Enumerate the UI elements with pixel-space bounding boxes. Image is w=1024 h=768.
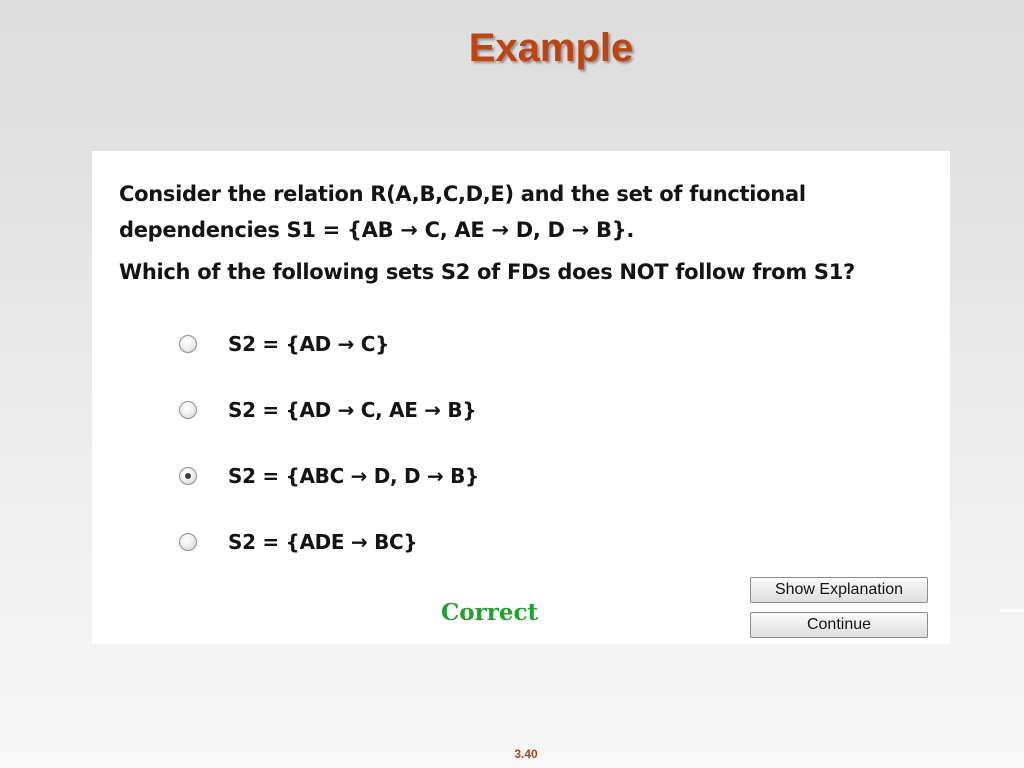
radio-button-selected-icon[interactable] bbox=[179, 467, 197, 485]
answer-option-label: S2 = {ABC → D, D → B} bbox=[228, 464, 479, 488]
slide-title: Example bbox=[468, 26, 634, 70]
answer-option-2[interactable] bbox=[179, 395, 476, 425]
question-prompt: Which of the following sets S2 of FDs does NOT follow from S1? bbox=[119, 260, 855, 284]
page-number: 3.40 bbox=[514, 747, 538, 761]
quiz-panel bbox=[92, 151, 950, 644]
radio-button-icon[interactable] bbox=[179, 401, 197, 419]
show-explanation-button[interactable]: Show Explanation bbox=[750, 577, 928, 603]
radio-button-icon[interactable] bbox=[179, 335, 197, 353]
continue-button[interactable]: Continue bbox=[750, 612, 928, 638]
answer-option-3[interactable] bbox=[179, 461, 479, 491]
answer-option-1[interactable] bbox=[179, 329, 389, 359]
radio-button-icon[interactable] bbox=[179, 533, 197, 551]
question-text bbox=[119, 176, 919, 290]
decorative-edge-mark bbox=[1000, 609, 1024, 612]
feedback-correct-text: Correct bbox=[441, 599, 539, 626]
answer-option-label: S2 = {AD → C} bbox=[228, 332, 390, 356]
answer-option-4[interactable] bbox=[179, 527, 417, 557]
question-line-2: dependencies S1 = {AB → C, AE → D, D → B}. bbox=[119, 218, 635, 242]
answer-option-label: S2 = {AD → C, AE → B} bbox=[228, 398, 477, 422]
question-line-1: Consider the relation R(A,B,C,D,E) and the set of functional bbox=[119, 182, 806, 206]
answer-option-label: S2 = {ADE → BC} bbox=[228, 530, 418, 554]
